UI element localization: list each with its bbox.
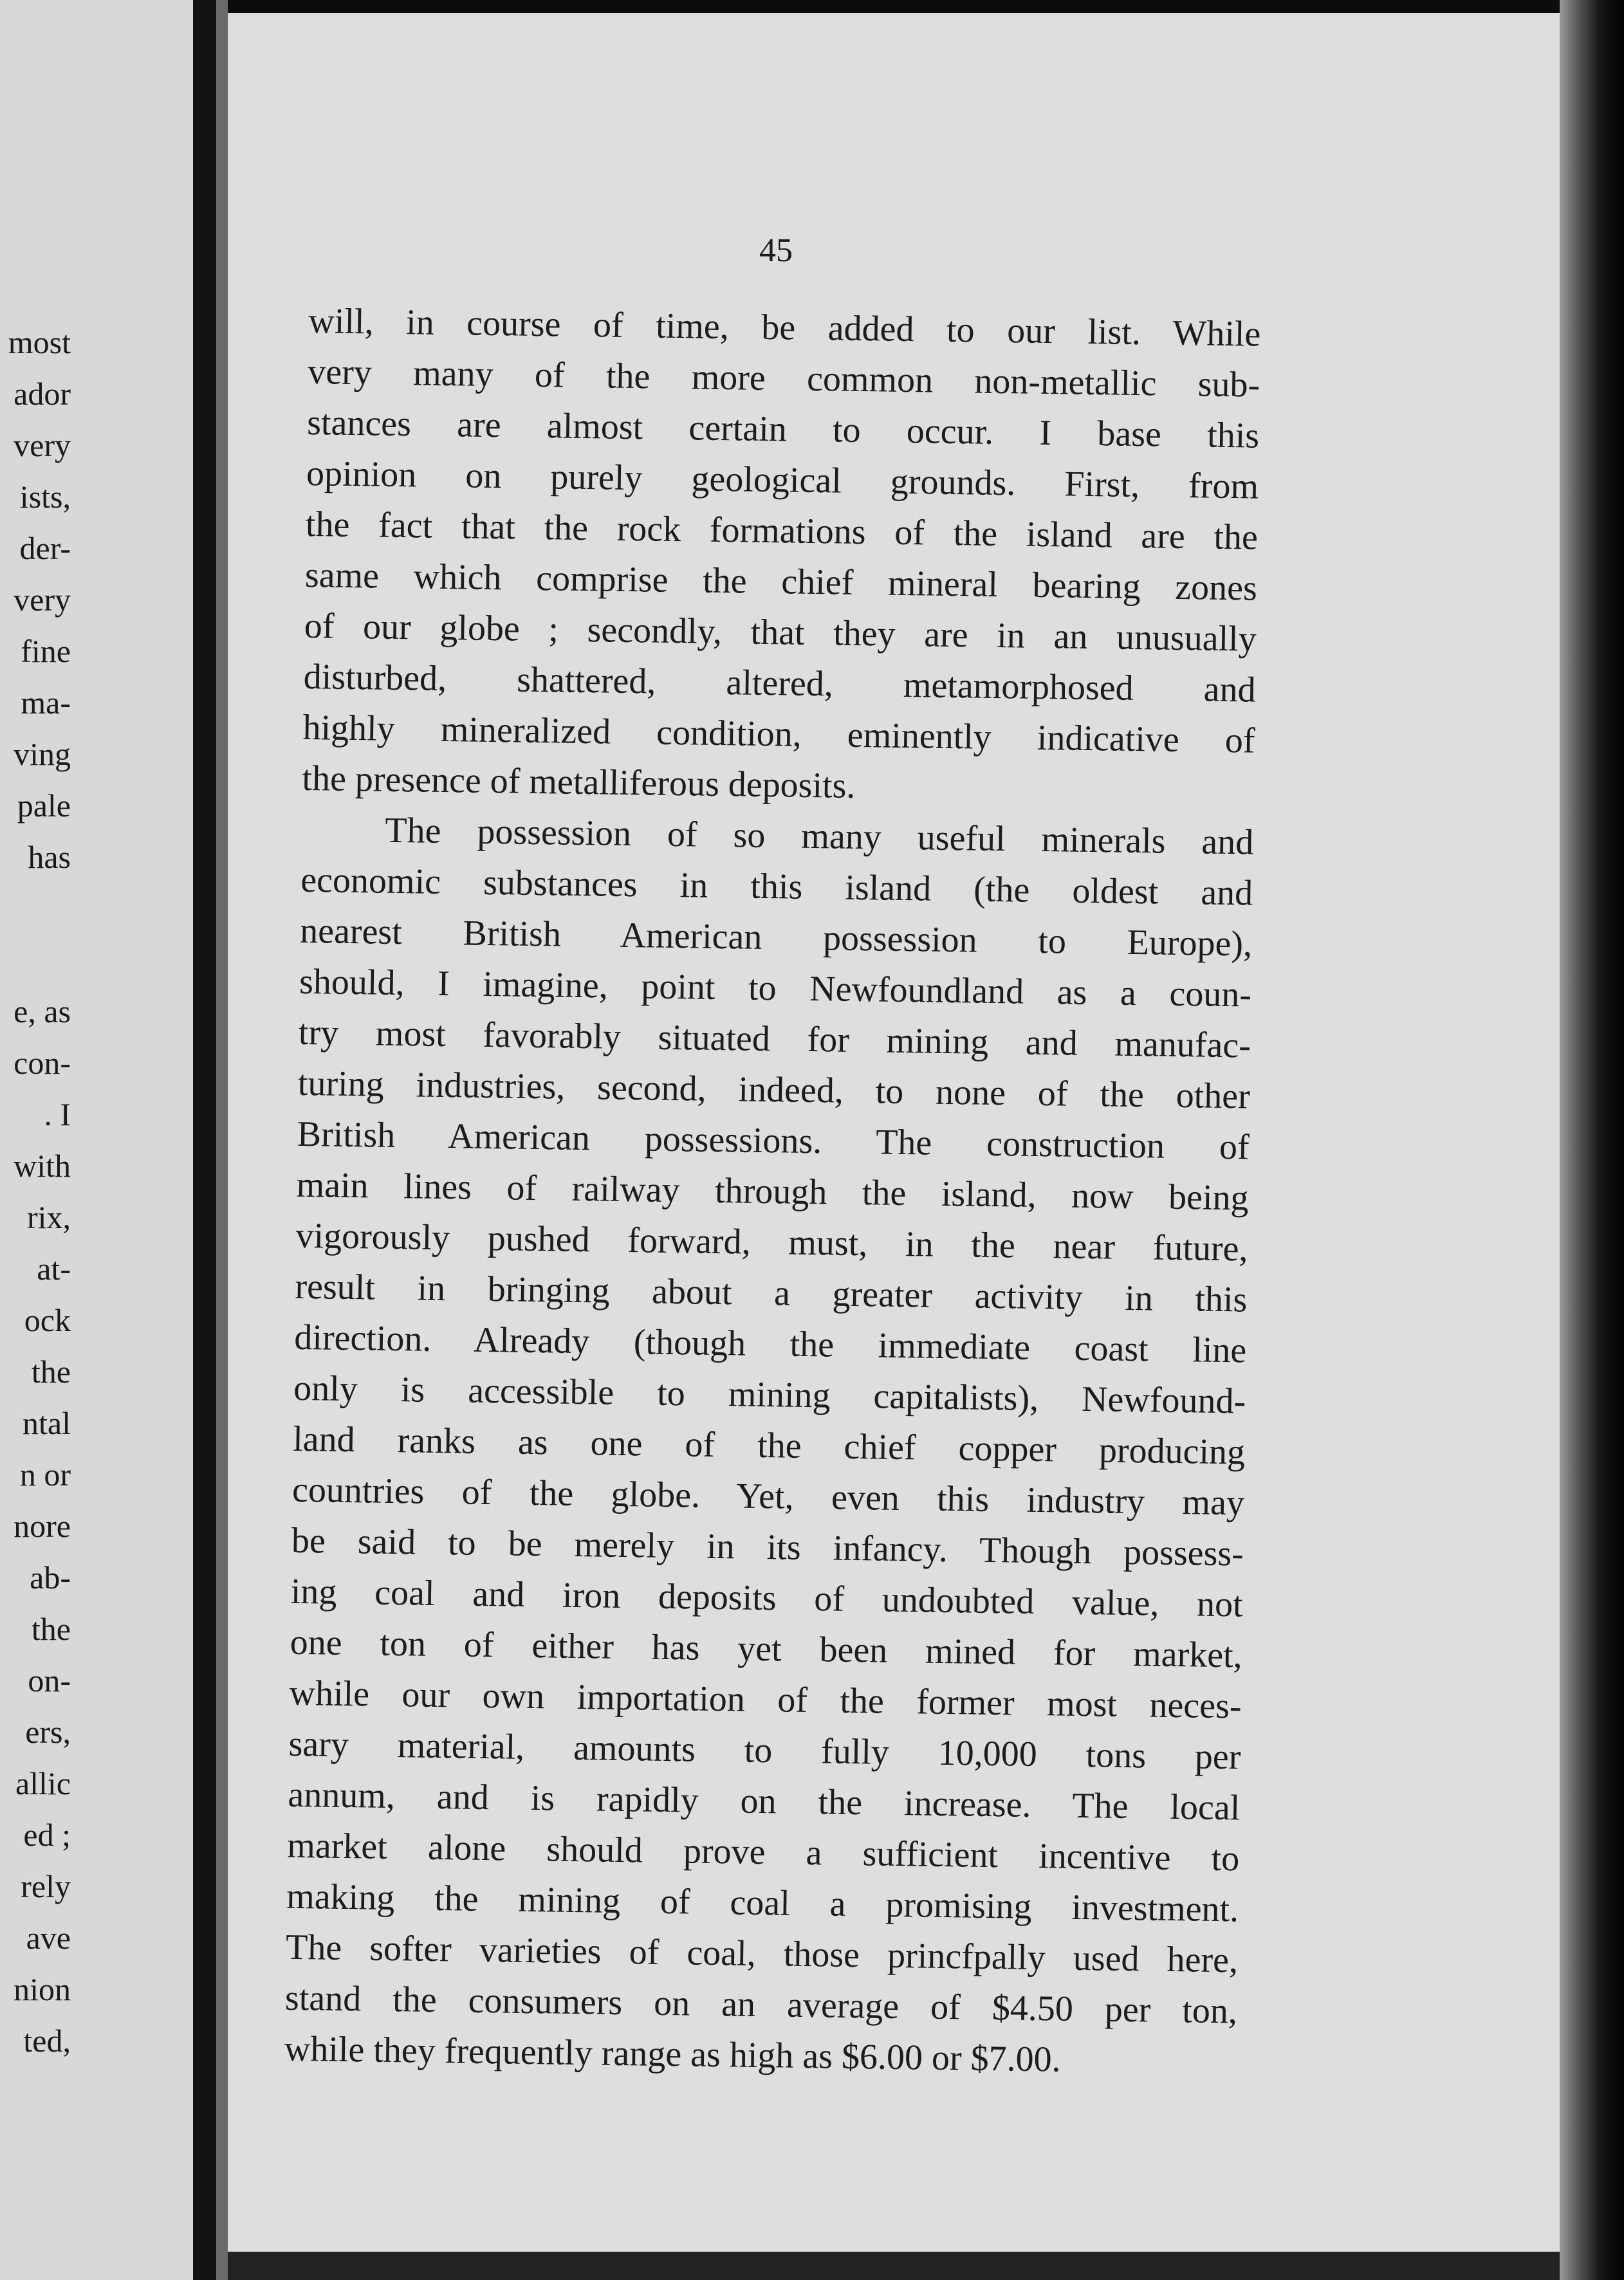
text-line: land ranks as one of the chief copper producing — [292, 1419, 1246, 1473]
left-page-fragment: rely — [21, 1868, 71, 1904]
paragraph — [302, 296, 1261, 818]
text-line: same which comprise the chief mineral bearing zones — [304, 555, 1258, 609]
left-page-fragment: ed ; — [23, 1817, 71, 1853]
text-line: the fact that the rock formations of the island are the — [305, 504, 1259, 558]
text-line: one ton of either has yet been mined for market, — [290, 1622, 1243, 1676]
left-page-fragment: nore — [14, 1508, 71, 1544]
text-line: market alone should prove a sufficient incentive to — [286, 1825, 1240, 1879]
text-line: only is accessible to mining capitalists), Newfound- — [293, 1368, 1246, 1422]
text-line: stances are almost certain to occur. I base this — [306, 402, 1260, 456]
left-page-fragment: ving — [14, 736, 71, 772]
left-page-fragment: rix, — [26, 1199, 71, 1235]
left-page-fragment: very — [14, 427, 71, 463]
left-page-fragment: allic — [15, 1765, 71, 1801]
left-page-fragment: at- — [37, 1251, 71, 1287]
text-line: countries of the globe. Yet, even this industry may — [291, 1469, 1245, 1523]
text-line: ing coal and iron deposits of undoubted value, not — [290, 1571, 1244, 1625]
left-page-fragment: has — [28, 839, 71, 875]
text-line: will, in course of time, be added to our list. While — [308, 300, 1261, 354]
left-page-fragment: nion — [14, 1971, 71, 2007]
text-line: economic substances in this island (the oldest and — [300, 860, 1253, 914]
paragraph — [284, 804, 1253, 2088]
left-page-fragment: ador — [14, 376, 71, 412]
left-page-fragment: . I — [44, 1096, 71, 1132]
text-line: disturbed, shattered, altered, metamorphosed and — [303, 656, 1257, 710]
text-line: direction. Already (though the immediate coast line — [293, 1317, 1247, 1371]
left-page-fragment: ma- — [21, 685, 71, 721]
text-line: making the mining of coal a promising investment. — [286, 1876, 1239, 1930]
book-spine — [193, 0, 216, 2280]
left-page — [0, 0, 193, 2280]
left-page-fragment: con- — [14, 1045, 71, 1081]
text-line: very many of the more common non-metallic sub- — [307, 351, 1260, 405]
text-line: opinion on purely geological grounds. First, from — [306, 453, 1259, 507]
left-page-text-fragments — [8, 317, 71, 2066]
left-page-fragment: ists, — [19, 479, 71, 515]
text-line: sary material, amounts to fully 10,000 tons per — [288, 1724, 1241, 1778]
left-page-fragment: the — [31, 1354, 71, 1390]
text-line: The possession of so many useful minerals and — [384, 810, 1254, 863]
left-page-fragment: ock — [24, 1302, 71, 1338]
left-page-fragment: n or — [19, 1457, 71, 1493]
page-number: 45 — [759, 232, 793, 269]
text-line: the presence of metalliferous deposits. — [302, 758, 856, 806]
text-line: vigorously pushed forward, must, in the near future, — [295, 1215, 1248, 1269]
page-gutter — [216, 0, 228, 2280]
text-line: annum, and is rapidly on the increase. The local — [288, 1774, 1241, 1828]
text-line: main lines of railway through the island, now being — [296, 1164, 1249, 1218]
left-page-fragment: the — [31, 1611, 71, 1647]
left-page-fragment: on- — [28, 1662, 71, 1698]
left-page-fragment: ab- — [30, 1559, 71, 1595]
left-page-fragment: fine — [21, 633, 71, 669]
page-edge — [1560, 0, 1624, 2280]
text-line: should, I imagine, point to Newfoundland as a coun- — [299, 961, 1252, 1015]
text-line: The softer varieties of coal, those princfpally used here, — [285, 1927, 1239, 1981]
left-page-fragment — [8, 883, 71, 934]
text-line: try most favorably situated for mining and manufac- — [298, 1012, 1251, 1066]
text-line: nearest British American possession to Europe), — [299, 910, 1253, 964]
left-page-fragment: ers, — [25, 1714, 71, 1750]
text-line: of our globe ; secondly, that they are in an unusually — [304, 605, 1257, 659]
left-page-fragment: ave — [26, 1920, 71, 1956]
left-page-fragment: with — [14, 1148, 71, 1184]
left-page-fragment: pale — [17, 787, 71, 823]
text-line: while they frequently range as high as $6.00 or $7.00. — [284, 2028, 1062, 2080]
text-line: stand the consumers on an average of $4.50 per ton, — [284, 1978, 1238, 2032]
left-page-fragment — [8, 934, 71, 986]
left-page-fragment: e, as — [14, 993, 71, 1029]
page-bottom-edge — [228, 2252, 1560, 2280]
body-text — [284, 296, 1260, 2088]
left-page-fragment: ted, — [23, 2023, 71, 2059]
left-page-fragment: most — [8, 324, 71, 360]
text-line: result in bringing about a greater activity in this — [295, 1266, 1248, 1320]
left-page-fragment: ntal — [23, 1405, 71, 1441]
left-page-fragment: very — [14, 582, 71, 618]
text-line: be said to be merely in its infancy. Though possess- — [291, 1520, 1244, 1574]
text-line: British American possessions. The construction of — [297, 1114, 1250, 1168]
text-line: highly mineralized condition, eminently indicative of — [302, 707, 1255, 761]
text-line: while our own importation of the former most neces- — [289, 1673, 1242, 1727]
text-line: turing industries, second, indeed, to none of the other — [297, 1063, 1251, 1117]
left-page-fragment: der- — [19, 530, 71, 566]
